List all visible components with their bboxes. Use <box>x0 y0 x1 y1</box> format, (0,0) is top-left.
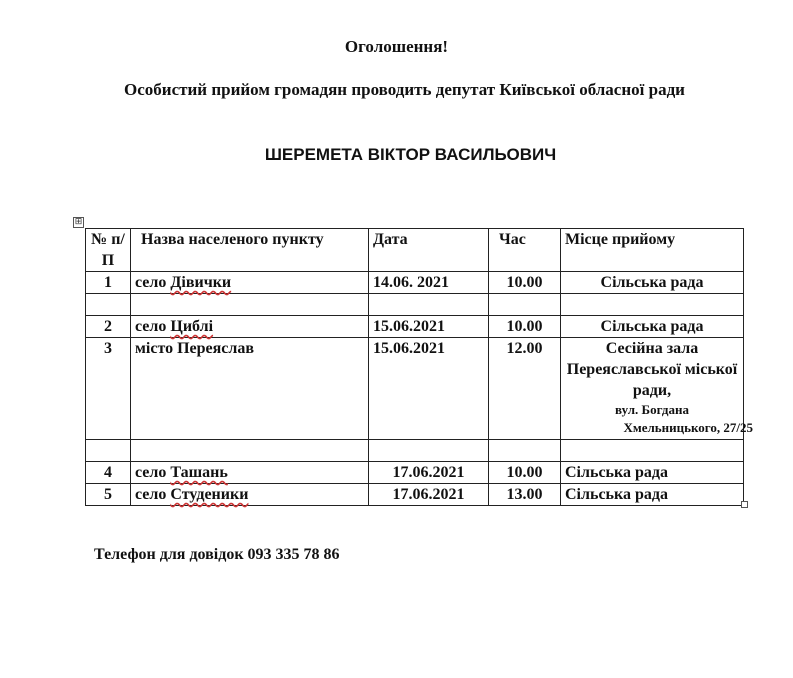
row-place: Сільська рада <box>561 462 744 484</box>
place-main: Сесійна зала Переяславської міської ради, <box>566 340 738 399</box>
settlement-name: Дівички <box>170 274 232 291</box>
header-place: Місце прийому <box>561 229 744 272</box>
settlement-name: Циблі <box>170 318 214 335</box>
row-settlement <box>131 462 369 484</box>
phone-info: Телефон для довідок 093 335 78 86 <box>94 546 340 563</box>
empty-row <box>86 294 744 316</box>
settlement-name: Ташань <box>170 464 228 481</box>
row-number: 2 <box>86 316 131 338</box>
row-date: 17.06.2021 <box>369 484 489 506</box>
table-move-icon[interactable]: ⊞ <box>74 217 83 227</box>
table-header-row <box>86 229 744 272</box>
row-time: 10.00 <box>489 272 561 294</box>
settlement-type: місто <box>135 340 178 357</box>
settlement-type: село <box>135 486 171 503</box>
table-row <box>86 462 744 484</box>
settlement-type: село <box>135 274 171 291</box>
announcement-heading: Оголошення! <box>344 37 449 56</box>
settlement-name: Студеники <box>170 486 249 503</box>
row-time: 13.00 <box>489 484 561 506</box>
row-place: Сільська рада <box>561 272 744 294</box>
reception-schedule-table <box>85 228 753 506</box>
table-row <box>86 484 744 506</box>
row-settlement <box>131 484 369 506</box>
settlement-type: село <box>135 464 171 481</box>
place-address: Хмельницького, 27/25 <box>623 420 753 435</box>
deputy-name: ШЕРЕМЕТА ВІКТОР ВАСИЛЬОВИЧ <box>264 145 557 164</box>
place-street: вул. Богдана <box>615 402 689 417</box>
row-date: 15.06.2021 <box>369 338 489 440</box>
announcement-subheading: Особистий прийом громадян проводить депутат Київської обласної ради <box>124 80 685 99</box>
row-number: 1 <box>86 272 131 294</box>
header-settlement: Назва населеного пункту <box>131 229 369 272</box>
row-number: 5 <box>86 484 131 506</box>
row-number: 3 <box>86 338 131 440</box>
row-place: Сільська рада <box>561 484 744 506</box>
row-date: 14.06. 2021 <box>369 272 489 294</box>
row-number: 4 <box>86 462 131 484</box>
settlement-name: Переяслав <box>177 340 255 357</box>
row-place: Сільська рада <box>561 316 744 338</box>
header-time: Час <box>489 229 561 272</box>
empty-row <box>86 440 744 462</box>
table-resize-handle[interactable] <box>741 501 748 508</box>
header-date: Дата <box>369 229 489 272</box>
row-date: 17.06.2021 <box>369 462 489 484</box>
row-settlement <box>131 316 369 338</box>
row-date: 15.06.2021 <box>369 316 489 338</box>
table-row <box>86 316 744 338</box>
header-number: № п/П <box>86 229 131 272</box>
row-time: 12.00 <box>489 338 561 440</box>
table-row <box>86 338 744 440</box>
settlement-type: село <box>135 318 171 335</box>
row-time: 10.00 <box>489 462 561 484</box>
row-place <box>561 338 753 440</box>
table-row <box>86 272 744 294</box>
row-settlement <box>131 272 369 294</box>
row-settlement <box>131 338 369 440</box>
row-time: 10.00 <box>489 316 561 338</box>
